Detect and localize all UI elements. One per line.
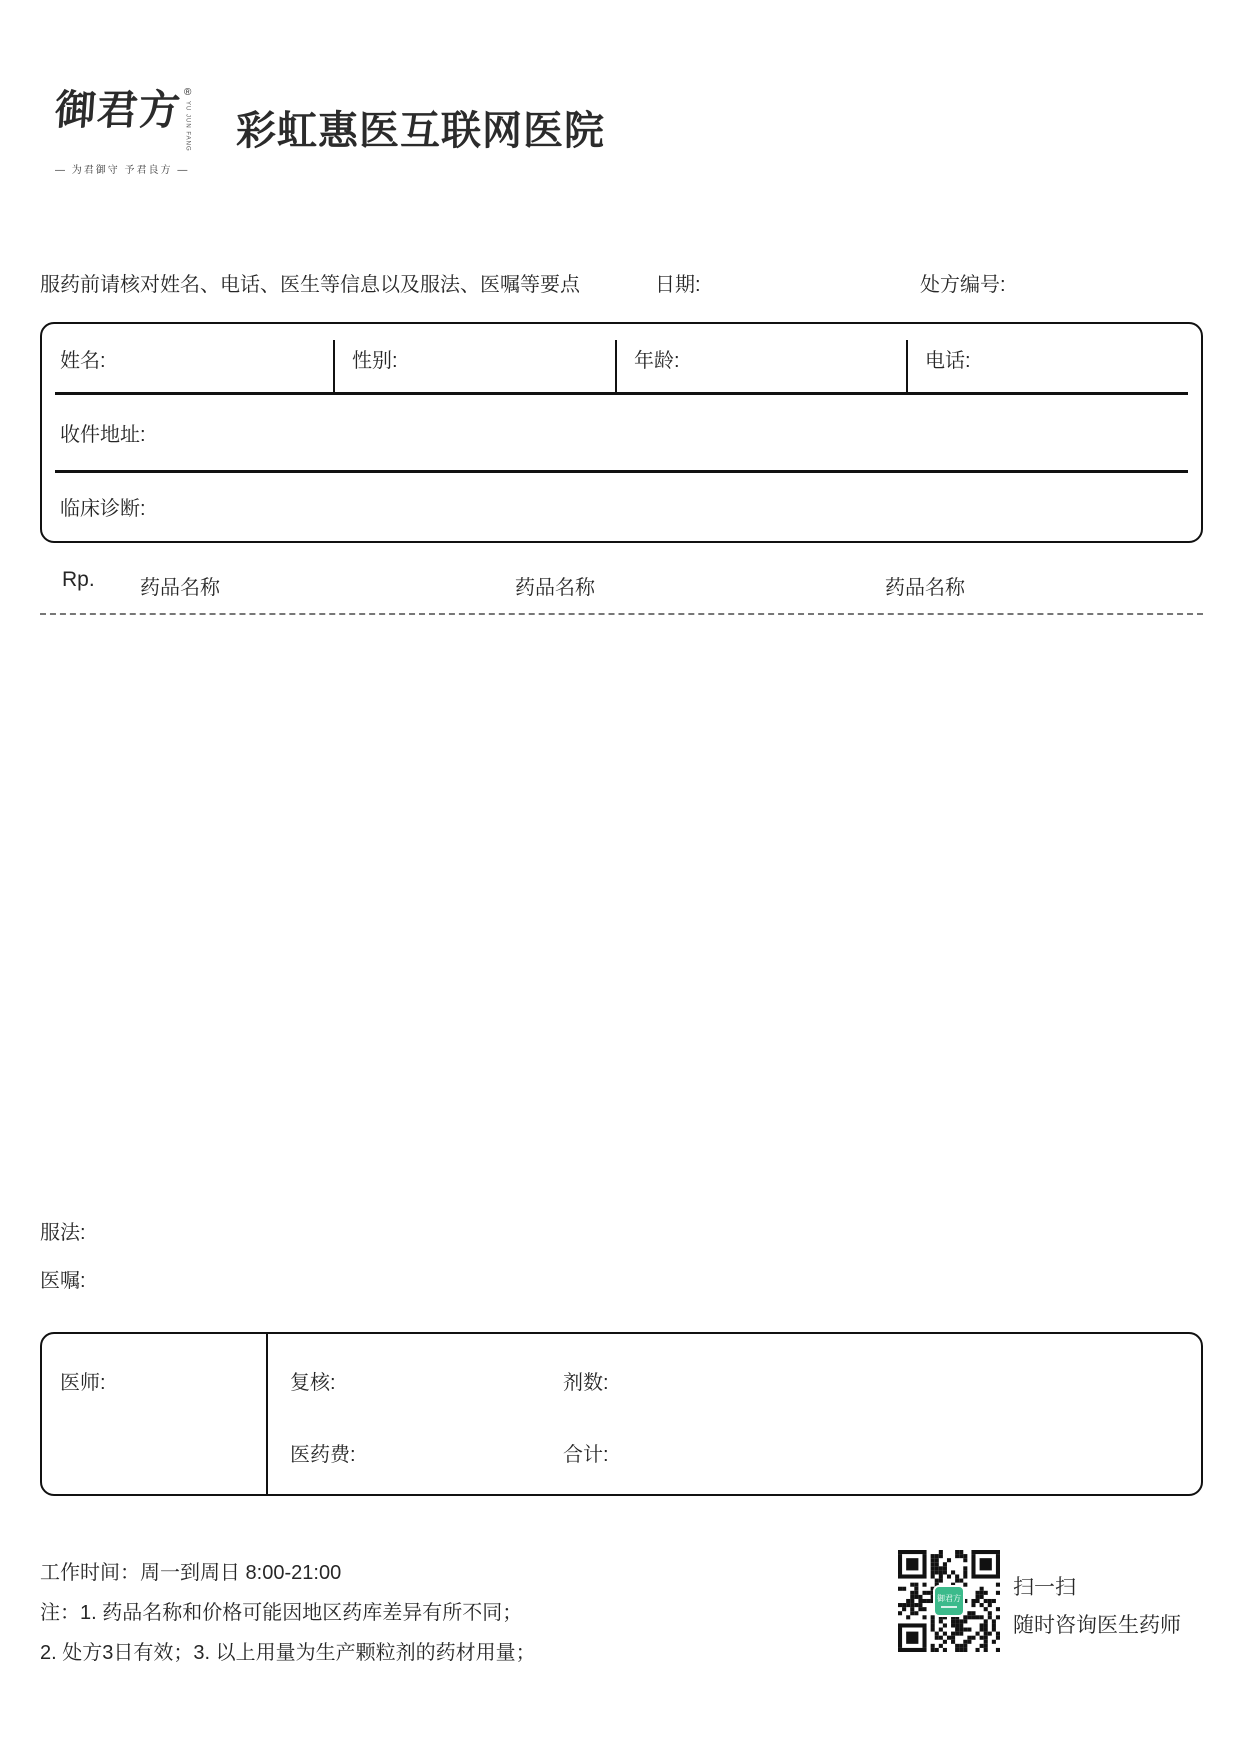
total-label: 合计: — [563, 1444, 609, 1466]
review-label: 复核: — [290, 1372, 336, 1394]
cell-divider — [615, 340, 617, 392]
cell-divider — [906, 340, 908, 392]
doctor-label: 医师: — [60, 1372, 106, 1394]
phone-label: 电话: — [925, 349, 971, 372]
brand-logo-side — [184, 88, 191, 152]
qr-caption-scan: 扫一扫 — [1013, 1576, 1076, 1599]
date-label: 日期: — [655, 274, 701, 296]
patient-row-basic — [42, 324, 1201, 392]
note-line-1: 注：1. 药品名称和价格可能因地区药库差异有所不同； — [40, 1602, 523, 1624]
qr-code — [898, 1550, 1000, 1652]
verification-notice: 服药前请核对姓名、电话、医生等信息以及服法、医嘱等要点 — [40, 274, 580, 296]
qr-center-logo-subline — [941, 1606, 957, 1608]
dashed-separator — [40, 613, 1203, 615]
brand-logo-vertical-text: YU JUN FANG — [184, 101, 191, 152]
drug-name-column-header: 药品名称 — [885, 577, 965, 599]
qr-caption-consult: 随时咨询医生药师 — [1013, 1614, 1181, 1637]
medicine-fee-label: 医药费: — [290, 1444, 356, 1466]
brand-tagline: — 为君御守 予君良方 — — [55, 164, 190, 176]
patient-row-address — [42, 395, 1201, 470]
doses-label: 剂数: — [563, 1372, 609, 1394]
qr-center-logo — [933, 1585, 965, 1617]
cell-divider — [266, 1334, 268, 1494]
address-label: 收件地址: — [60, 424, 146, 446]
diagnosis-label: 临床诊断: — [60, 497, 146, 520]
patient-row-diagnosis — [42, 473, 1201, 539]
brand-logo — [55, 88, 205, 176]
age-label: 年龄: — [634, 349, 680, 372]
registered-mark-icon: ® — [184, 87, 192, 98]
cell-divider — [333, 340, 335, 392]
working-hours: 工作时间：周一到周日 8:00-21:00 — [40, 1562, 342, 1584]
rx-number-label: 处方编号: — [920, 274, 1006, 296]
patient-info-box — [40, 322, 1203, 543]
brand-logo-text: 御君方 — [53, 86, 183, 134]
qr-center-logo-text: 御君方 — [937, 1594, 961, 1604]
rp-label: Rp. — [62, 568, 95, 591]
page-title: 彩虹惠医互联网医院 — [236, 109, 605, 153]
brand-logo-row — [55, 88, 205, 152]
summary-box — [40, 1332, 1203, 1496]
name-label: 姓名: — [60, 349, 106, 372]
doctor-advice-label: 医嘱: — [40, 1270, 86, 1292]
gender-label: 性别: — [352, 349, 398, 372]
note-line-2: 2. 处方3日有效；3. 以上用量为生产颗粒剂的药材用量； — [40, 1642, 536, 1664]
drug-name-column-header: 药品名称 — [140, 577, 220, 599]
drug-name-column-header: 药品名称 — [515, 577, 595, 599]
usage-method-label: 服法: — [40, 1222, 86, 1244]
